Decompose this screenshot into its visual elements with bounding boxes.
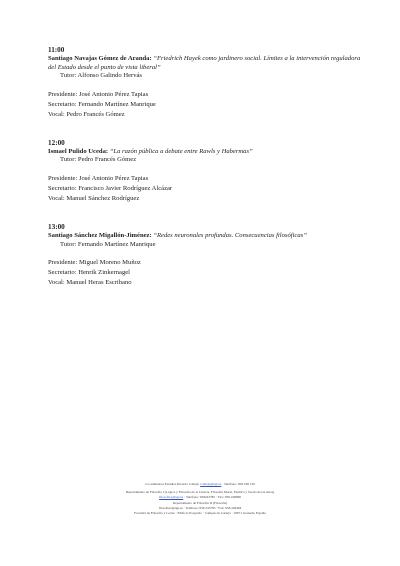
tutor-line: Tutor: Alfonso Galindo Hervás [60,72,142,80]
dept1-email-link[interactable]: filosofia1@ugr.es [159,495,184,500]
page-footer [60,482,340,516]
vocal-line: Vocal: Pedro Francés Gómez [48,110,125,118]
footer-text: · Teléfono: 958 248 139 [221,482,255,486]
session-time: 11:00 [48,46,65,54]
footer-dept2-contact: filosofia2@ugr.es · Teléfono: 958 243785 · Fax: 958 246464 [158,505,242,510]
tutor-line: Tutor: Pedro Francés Gómez [60,156,137,164]
session-entry [48,55,366,72]
student-name: Santiago Navajas Gómez de Aranda: [48,55,152,62]
thesis-title: “Friedrich Hayek como jardinero social. Límites a la intervención reguladora del Estado desde el punto de vista liberal” [48,55,361,71]
footer-address-line: Facultad de Filosofía y Letras · Edificio Posgrado · Campus de Cartuja · 18071 Granada, España [134,511,266,516]
thesis-title: “Redes neuronales profundas. Consecuencias filosóficas” [153,231,307,239]
session-time: 12:00 [48,138,65,147]
session-entry [48,148,366,157]
secretary-line: Secretario: Francisco Javier Rodríguez Alcázar [48,184,173,192]
secretary-line: Secretario: Henrik Zinkernagel [48,269,131,277]
schedule [48,46,366,288]
footer-text: · Teléfono: 958243785 · Fax: 958 248098 [183,495,241,500]
vocal-line: Vocal: Manuel Heras Escribano [48,279,132,287]
footer-dept1-line: Departamento de Filosofía I (Lógica y Filosofía de la Ciencia, Filosofía Moral, Estética y Teoría de las Artes) [125,490,275,495]
president-line: Presidente: José Antonio Pérez Tapias [48,174,149,182]
footer-dept2-line: Departamento de Filosofía II (Filosofía) [172,500,228,505]
tutor-line: Tutor: Fernando Martínez Manrique [60,240,156,248]
president-line: Presidente: José Antonio Pérez Tapias [48,90,149,98]
footer-text: Coordinadora Estudios Ricardo Calleja: [145,482,201,486]
student-name: Ismael Pulido Uceda: [48,147,109,155]
session-entry [48,232,366,241]
session-block [48,139,366,204]
student-name: Santiago Sánchez Migallón-Jiménez: [48,231,152,239]
session-time: 13:00 [48,222,65,231]
session-block [48,223,366,288]
vocal-line: Vocal: Manuel Sánchez Rodríguez [48,194,140,202]
coordinator-email-link[interactable]: rcalleja@ugr.es [200,482,222,486]
session-block [48,46,366,120]
secretary-line: Secretario: Fernando Martínez Manrique [48,100,156,108]
president-line: Presidente: Miguel Moreno Muñoz [48,259,141,267]
thesis-title: “La razón pública a debate entre Rawls y Habermas” [109,147,253,155]
